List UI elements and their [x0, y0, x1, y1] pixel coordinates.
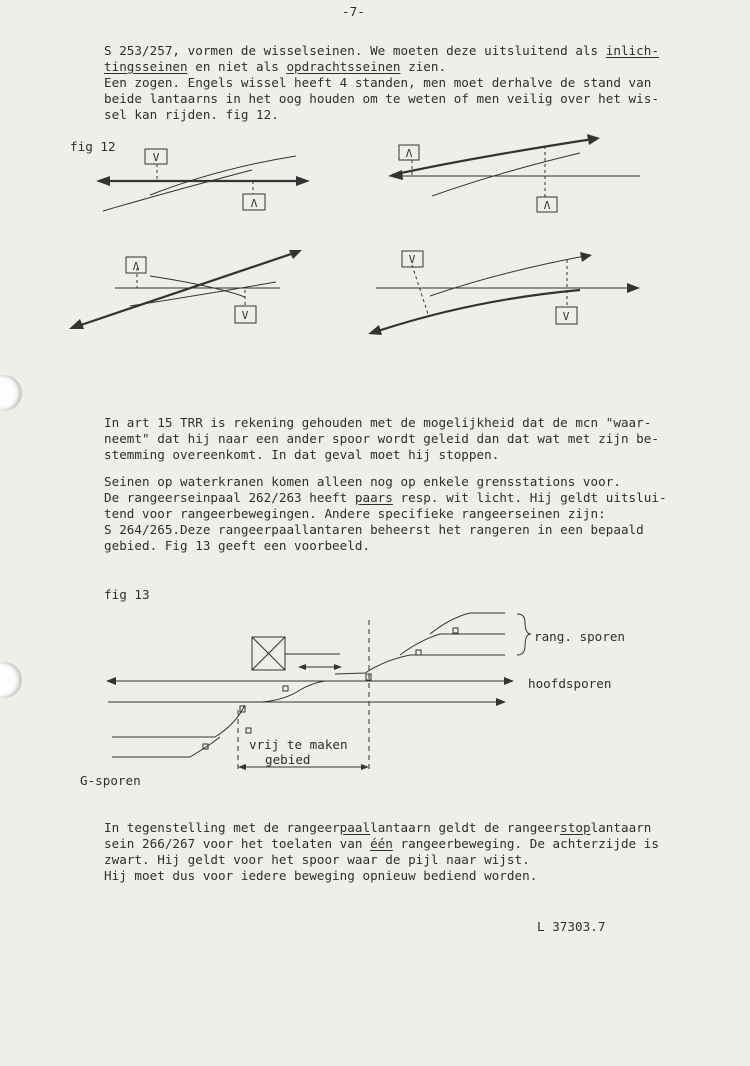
- page-number: -7-: [342, 4, 365, 19]
- para1-line2: tingsseinen en niet als opdrachtsseinen zien.: [104, 59, 447, 74]
- para1-line3: Een zogen. Engels wissel heeft 4 standen, men moet derhalve de stand van: [104, 75, 652, 90]
- document-code: L 37303.7: [537, 919, 606, 934]
- para4-line1: In tegenstelling met de rangeerpaallantaarn geldt de rangeerstoplantaarn: [104, 820, 652, 835]
- fig12-signal-2a: Λ: [405, 147, 413, 160]
- para3-line3: tend voor rangeerbewegingen. Andere specifieke rangeerseinen zijn:: [104, 506, 606, 521]
- para3-line5: gebied. Fig 13 geeft een voorbeeld.: [104, 538, 371, 553]
- para3-line4: S 264/265.Deze rangeerpaallantaren beheerst het rangeren in een bepaald: [104, 522, 644, 537]
- para1-line1: S 253/257, vormen de wisselseinen. We moeten deze uitsluitend als inlich-: [104, 43, 659, 58]
- para1-line4: beide lantaarns in het oog houden om te weten of men veilig over het wis-: [104, 91, 659, 106]
- fig13-label: fig 13: [104, 587, 150, 602]
- para2-line2: neemt" dat hij naar een ander spoor wordt geleid dan dat wat met zijn be-: [104, 431, 659, 446]
- rang-sporen-label: rang. sporen: [534, 629, 625, 644]
- para3-line2: De rangeerseinpaal 262/263 heeft paars resp. wit licht. Hij geldt uitslui-: [104, 490, 667, 505]
- fig12-signal-2b: Λ: [543, 199, 551, 212]
- para2-line3: stemming overeenkomt. In dat geval moet hij stoppen.: [104, 447, 500, 462]
- para4-line3: zwart. Hij geldt voor het spoor waar de pijl naar wijst.: [104, 852, 530, 867]
- fig12-signal-4b: V: [562, 310, 570, 323]
- fig12-signal-1b: Λ: [250, 197, 258, 210]
- gebied-label: gebied: [265, 752, 311, 767]
- para4-line4: Hij moet dus voor iedere beweging opnieuw bediend worden.: [104, 868, 538, 883]
- vrij-te-maken-label: vrij te maken: [249, 737, 348, 752]
- g-sporen-label: G-sporen: [80, 773, 141, 788]
- fig12-signal-4a: V: [408, 253, 416, 266]
- para3-line1: Seinen op waterkranen komen alleen nog op enkele grensstations voor.: [104, 474, 621, 489]
- para4-line2: sein 266/267 voor het toelaten van één rangeerbeweging. De achterzijde is: [104, 836, 659, 851]
- para2-line1: In art 15 TRR is rekening gehouden met de mogelijkheid dat de mcn "waar-: [104, 415, 652, 430]
- para1-line5: sel kan rijden. fig 12.: [104, 107, 279, 122]
- hoofdsporen-label: hoofdsporen: [528, 676, 612, 691]
- fig12-label: fig 12: [70, 139, 116, 154]
- fig12-signal-1a: V: [152, 151, 160, 164]
- fig12-signal-3b: V: [241, 309, 249, 322]
- fig12-signal-3a: Λ: [132, 260, 140, 273]
